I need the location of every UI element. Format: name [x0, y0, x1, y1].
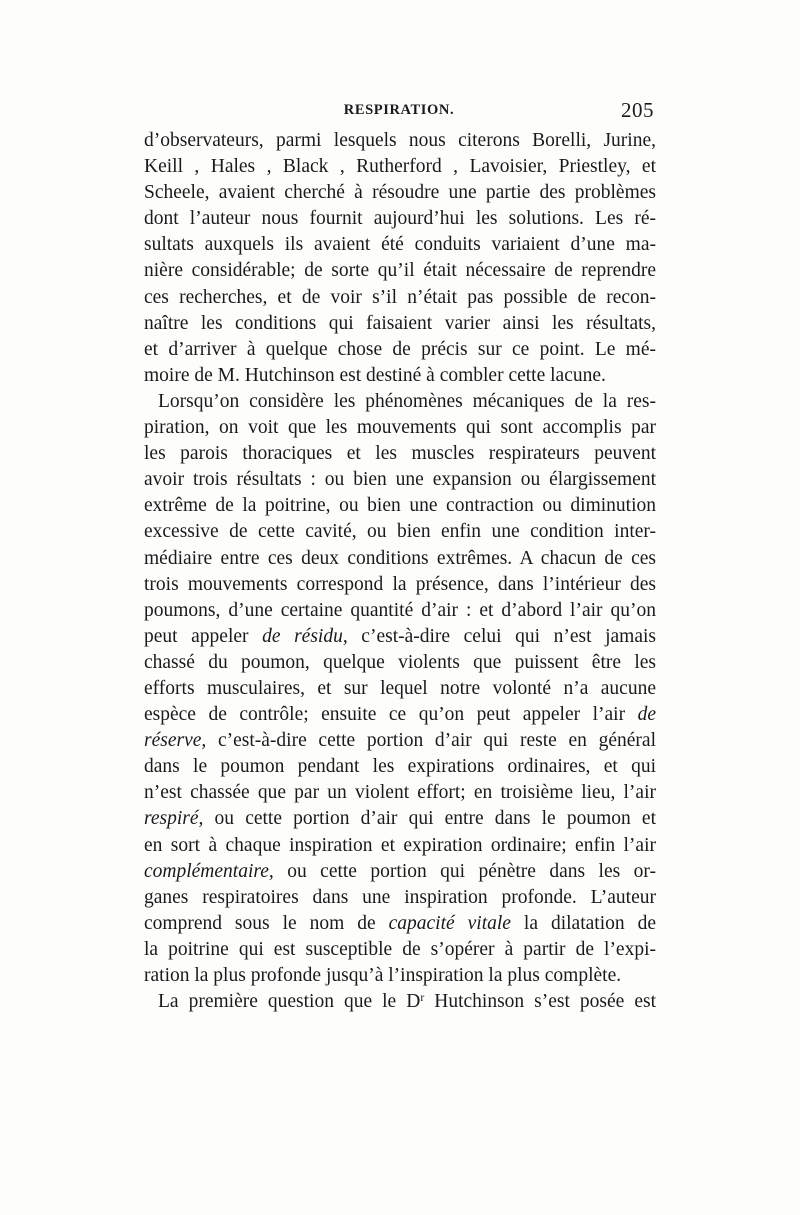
text-line: les parois thoraciques et les muscles respirateurs peuvent	[144, 443, 656, 465]
text-line: ganes respiratoires dans une inspiration profonde. L’auteur	[144, 886, 656, 908]
italic-term: réserve,	[144, 730, 207, 752]
text-line: chassé du poumon, quelque violents que puissent être les	[144, 651, 656, 673]
text-line: ration la plus profonde jusqu’à l’inspiration la plus complète.	[144, 965, 622, 986]
text-line: excessive de cette cavité, ou bien enfin une condition inter-	[144, 521, 656, 543]
text-line: poumons, d’une certaine quantité d’air : et d’abord l’air qu’on	[144, 599, 656, 621]
text-line: respiré, ou cette portion d’air qui entre dans le poumon et	[144, 808, 656, 830]
text-line: trois mouvements correspond la présence, dans l’intérieur des	[144, 573, 656, 595]
text-line: complémentaire, ou cette portion qui pénètre dans les or-	[144, 860, 656, 882]
text-line: espèce de contrôle; ensuite ce qu’on peut appeler l’air de	[144, 704, 656, 726]
paragraph-start-line: La première question que le $D^r$ Hutchinson s’est posée est	[158, 991, 657, 1013]
text-line: moire de M. Hutchinson est destiné à combler cette lacune.	[144, 364, 606, 386]
paragraph-start-line: Lorsqu’on considère les phénomènes mécaniques de la res-	[158, 390, 656, 412]
text-line: sultats auxquels ils avaient été conduits variaient d’une ma-	[144, 234, 656, 256]
text-line: efforts musculaires, et sur lequel notre volonté n’a aucune	[144, 677, 656, 699]
text-line: dont l’auteur nous fournit aujourd’hui les solutions. Les ré-	[144, 208, 656, 230]
italic-term: complémentaire,	[144, 860, 274, 882]
text-line: la poitrine qui est susceptible de s’opérer à partir de l’expi-	[144, 938, 656, 960]
italic-term: capacité vitale	[388, 912, 511, 934]
text-line: piration, on voit que les mouvements qui sont accomplis par	[144, 417, 656, 439]
text-line: dans le poumon pendant les expirations ordinaires, et qui	[144, 756, 656, 778]
text-line: comprend sous le nom de capacité vitale la dilatation de	[144, 912, 656, 934]
page-number: 205	[621, 98, 654, 122]
italic-term: respiré,	[144, 808, 204, 830]
text-line: nière considérable; de sorte qu’il était nécessaire de reprendre	[144, 260, 656, 282]
text-line: Scheele, avaient cherché à résoudre une partie des problèmes	[144, 182, 656, 204]
text-line: avoir trois résultats : ou bien une expansion ou élargissement	[144, 469, 656, 491]
text-line: réserve, c’est-à-dire cette portion d’air qui reste en général	[144, 730, 656, 752]
text-line: Keill , Hales , Black , Rutherford , Lavoisier, Priestley, et	[144, 156, 656, 178]
text-line: ces recherches, et de voir s’il n’était pas possible de recon-	[144, 286, 656, 308]
text-line: médiaire entre ces deux conditions extrêmes. A chacun de ces	[144, 547, 656, 569]
body-text	[144, 128, 656, 1015]
text-line: n’est chassée que par un violent effort; en troisième lieu, l’air	[144, 782, 656, 804]
text-line: extrême de la poitrine, ou bien une contraction ou diminution	[144, 495, 656, 517]
italic-term: de	[637, 704, 656, 726]
text-line: naître les conditions qui faisaient varier ainsi les résultats,	[144, 312, 656, 334]
superscript: r	[420, 991, 425, 1005]
text-line: et d’arriver à quelque chose de précis sur ce point. Le mé-	[144, 338, 656, 360]
text-line: en sort à chaque inspiration et expiration ordinaire; enfin l’air	[144, 834, 656, 856]
text-line: d’observateurs, parmi lesquels nous citerons Borelli, Jurine,	[144, 130, 656, 151]
italic-term: de résidu,	[262, 625, 348, 647]
page-header	[144, 100, 654, 128]
running-title: RESPIRATION.	[343, 102, 455, 118]
text-line: peut appeler de résidu, c’est-à-dire celui qui n’est jamais	[144, 625, 656, 647]
